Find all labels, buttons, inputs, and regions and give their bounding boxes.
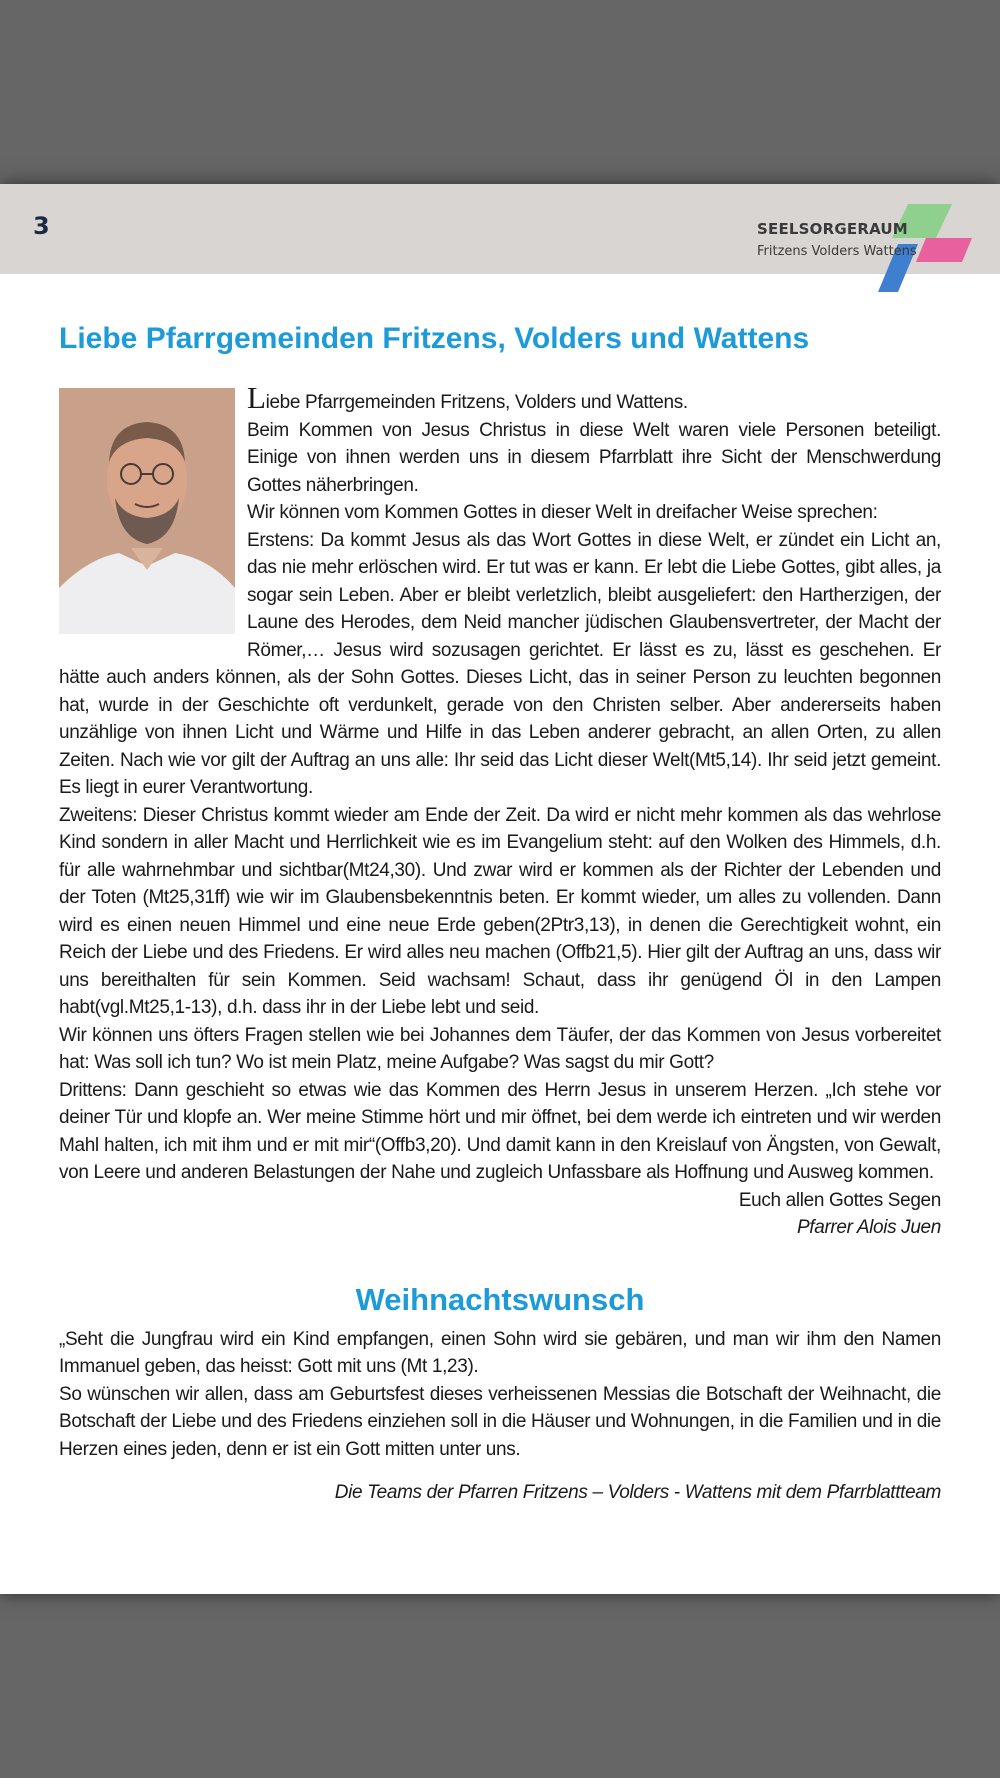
- paragraph: Beim Kommen von Jesus Christus in diese Welt waren viele Personen beteiligt. Einige von ihnen werden uns in diesem Pfarrblatt ihre Sicht der Menschwerdung Gottes näherbringen.: [247, 419, 941, 496]
- paragraph: Erstens: Da kommt Jesus als das Wort Gottes in diese Welt, er zündet ein Licht an, das nie mehr erlöschen wird. Er tut was er kann. Er lebt die Liebe Gottes, gibt alles, ja sogar sein Leben. Aber er bleibt verletzlich, bleibt ausgeliefert: den Hartherzigen, der Laune des Herodes, dem Neid mancher jüdischen Glaubensvertreter, der Macht der Römer,… Jesus wird sozusagen gerichtet. Er lässt es zu, lässt es geschehen. Er hätte auch anders können, als der Sohn Gottes. Dieses Licht, das in seiner Person zu leuchten begonnen hat, wurde in der Geschichte oft verdunkelt, gerade von den Christen selber. Aber andererseits haben unzählige von ihnen Licht und Wärme und Hilfe in das Leben anderer gebracht, an allen Orten, zu allen Zeiten. Nach wie vor gilt der Auftrag an uns alle: Ihr seid das Licht dieser Welt(Mt5,14). Ihr seid jetzt gemeint. Es liegt in eurer Verantwortung.: [59, 529, 941, 798]
- wish-paragraph: So wünschen wir allen, dass am Geburtsfest dieses verheissenen Messias die Botschaft der Weihnacht, die Botschaft der Liebe und des Friedens einziehen soll in die Häuser und Wohnungen, in die Familien und in die Herzen eines jeden, denn er ist ein Gott mitten unter uns.: [59, 1383, 941, 1460]
- paragraph: Wir können uns öfters Fragen stellen wie bei Johannes dem Täufer, der das Kommen von Jesus vorbereitet hat: Was soll ich tun? Wo ist mein Platz, meine Aufgabe? Was sagst du mir Gott?: [59, 1024, 941, 1073]
- paragraph: Zweitens: Dieser Christus kommt wieder am Ende der Zeit. Da wird er nicht mehr kommen als das wehrlose Kind sondern in aller Macht und Herrlichkeit wie es im Evangelium steht: auf den Wolken des Himmels, d.h. für alle wahrnehmbar und sichtbar(Mt24,30). Und zwar wird er kommen als der Richter der Lebenden und der Toten (Mt25,31ff) wie wir im Glaubensbekenntnis beten. Er kommt wieder, um alles zu vollenden. Dann wird es einen neuen Himmel und eine neue Erde geben(2Ptr3,13), in denen die Gerechtigkeit wohnt, ein Reich der Liebe und des Friedens. Er wird alles neu machen (Offb21,5). Hier gilt der Auftrag an uns, dass wir uns bereithalten für sein Kommen. Seid wachsam! Schaut, dass ihr genügend Öl in den Lampen habt(vgl.Mt25,1-13), d.h. dass ihr in der Liebe lebt und seid.: [59, 804, 941, 1018]
- wish-paragraph: „Seht die Jungfrau wird ein Kind empfangen, einen Sohn wird sie gebären, und man wir ihm den Namen Immanuel geben, das heisst: Gott mit uns (Mt 1,23).: [59, 1328, 941, 1377]
- portrait-image: [59, 388, 235, 634]
- page-number: 3: [33, 212, 50, 240]
- drop-cap: L: [247, 380, 266, 415]
- signature: [59, 1214, 941, 1242]
- blessing: Euch allen Gottes Segen: [738, 1189, 941, 1211]
- logo-title: SEELSORGERAUM: [757, 220, 908, 238]
- logo-subtitle: Fritzens Volders Wattens: [757, 244, 917, 259]
- wish-closing: Die Teams der Pfarren Fritzens – Volders - Wattens mit dem Pfarrblattteam: [334, 1482, 941, 1503]
- wish-title: Weihnachtswunsch: [355, 1281, 645, 1317]
- paragraph: Drittens: Dann geschieht so etwas wie das Kommen des Herrn Jesus in unserem Herzen. „Ich stehe vor deiner Tür und klopfe an. Wer meine Stimme hört und mir öffnet, bei dem werde ich eintreten und wir werden Mahl halten, ich mit ihm und er mit mir“(Offb3,20). Und damit kann in den Kreislauf von Ängsten, von Gewalt, von Leere und anderen Belastungen der Nahe und zugleich Unfassbare als Hoffnung und Ausweg kommen.: [59, 1079, 941, 1183]
- pastor-portrait: [59, 388, 235, 634]
- article-title: Liebe Pfarrgemeinden Fritzens, Volders und Wattens: [59, 322, 810, 355]
- greeting-text: iebe Pfarrgemeinden Fritzens, Volders und Wattens.: [265, 392, 688, 413]
- article-content: [59, 320, 941, 1507]
- signature-name: Pfarrer Alois Juen: [796, 1217, 941, 1238]
- seelsorgeraum-logo: [740, 204, 980, 314]
- document-page: [0, 184, 1000, 1594]
- paragraph: Wir können vom Kommen Gottes in dieser Welt in dreifacher Weise sprechen:: [247, 502, 878, 523]
- wish-body: [59, 1326, 941, 1507]
